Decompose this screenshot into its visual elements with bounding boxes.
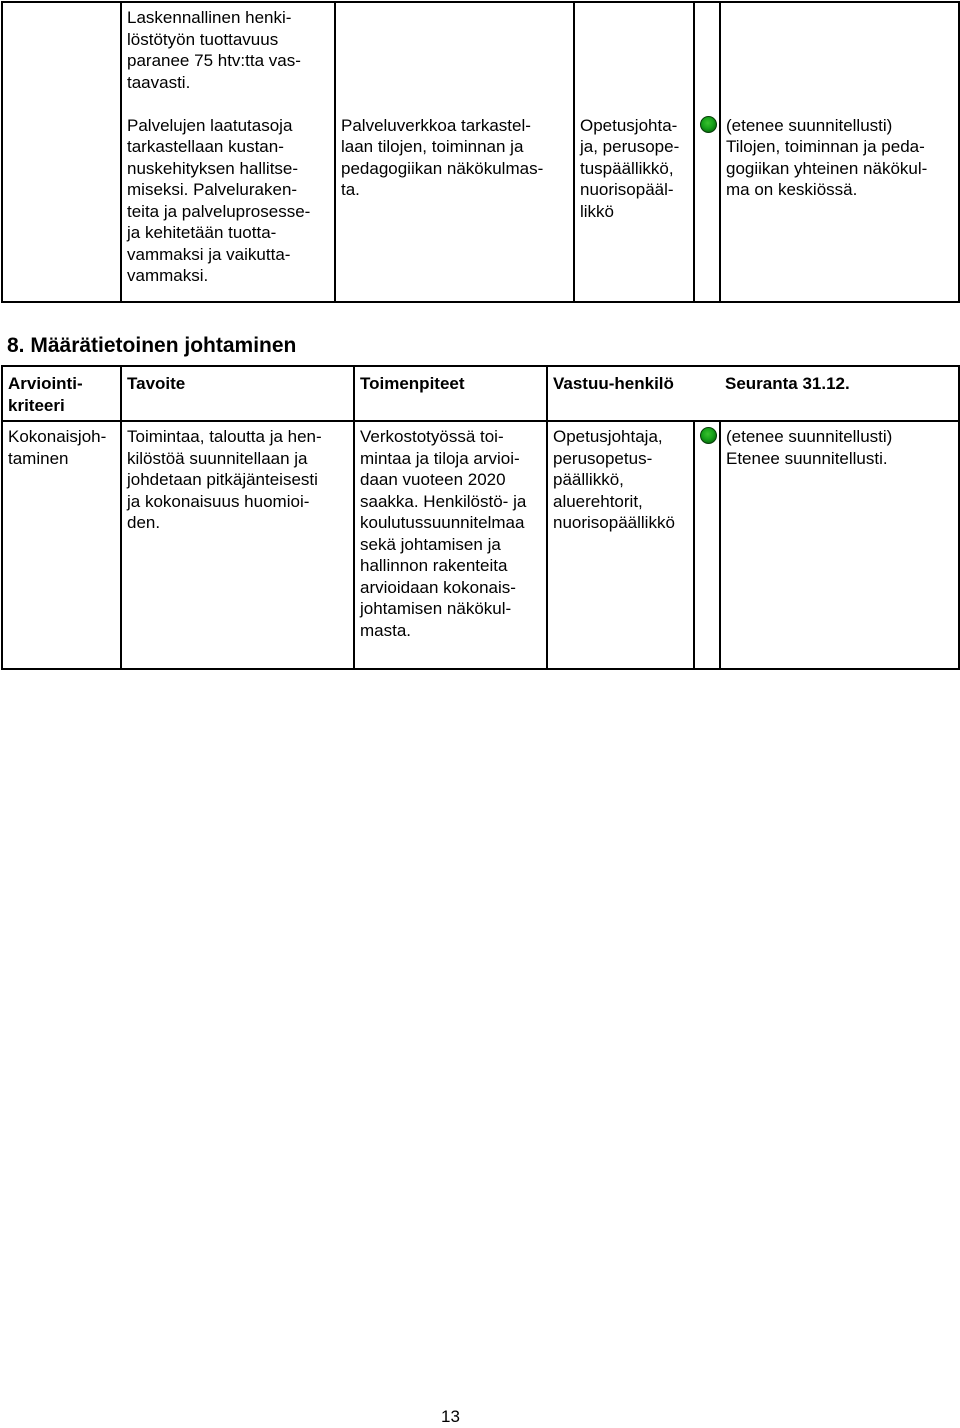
header-arviointi-text (8, 373, 115, 416)
header-seuranta: Seuranta 31.12. (694, 366, 959, 421)
text-line (726, 72, 953, 94)
text-line (580, 93, 688, 115)
text-line: Etenee suunnitellusti. (726, 448, 888, 468)
text-line: teita ja palveluprosesse- (127, 201, 311, 221)
text-line (341, 29, 568, 51)
text-line: ja kehitetään tuotta- (127, 223, 277, 242)
text-line (127, 93, 329, 115)
text-line: masta. (360, 620, 412, 640)
text-line: johdetaan pitkäjänteisesti (127, 470, 318, 489)
text-line (341, 93, 568, 115)
text-line (580, 50, 688, 72)
header-vastuu: Vastuu-henkilö (547, 366, 694, 421)
text-line: arvioidaan kokonais- (360, 577, 516, 597)
seuranta-cell (720, 2, 959, 302)
text-line (580, 29, 688, 51)
text-line: tarkastellaan kustan- (127, 137, 284, 156)
text-line: Opetusjohtaja, (553, 427, 663, 446)
text-line: taminen (8, 448, 69, 468)
text-line: Palvelujen laatutasoja (127, 115, 293, 135)
section-title: 8. Määrätietoinen johtaminen (7, 334, 297, 357)
header-text-line: Arviointi- (8, 374, 83, 393)
top-table (1, 1, 960, 303)
text-line: ma on keskiössä. (726, 180, 858, 199)
toimenpiteet-text (341, 7, 568, 201)
text-line: aluerehtorit, (553, 491, 643, 511)
text-line: koulutussuunnitelmaa (360, 513, 525, 532)
text-line (341, 50, 568, 72)
tavoite-text (127, 7, 329, 287)
status-cell (694, 421, 720, 669)
text-line (726, 29, 953, 51)
text-line: mintaa ja tiloja arvioi- (360, 448, 520, 468)
text-line (726, 93, 953, 115)
arviointi-cell (2, 421, 121, 669)
text-line: Toimintaa, taloutta ja hen- (127, 427, 322, 446)
vastuu-cell (574, 2, 694, 302)
toimenpiteet-cell (335, 2, 574, 302)
seuranta-text (726, 7, 953, 201)
header-arviointi (2, 366, 121, 421)
arviointi-cell (2, 2, 121, 302)
text-line: laan tilojen, toiminnan ja (341, 137, 524, 156)
text-line: nuskehityksen hallitse- (127, 158, 299, 178)
text-line: Opetusjohta- (580, 115, 678, 135)
text-line: päällikkö, (553, 470, 624, 489)
page-number-text: 13 (441, 1407, 460, 1426)
table-row (2, 2, 959, 302)
text-line: Verkostotyössä toi- (360, 427, 504, 446)
vastuu-text (553, 426, 688, 534)
text-line (341, 7, 568, 29)
seuranta-text (726, 426, 953, 469)
header-toimenpiteet: Toimenpiteet (354, 366, 547, 421)
header-text-line: kriteeri (8, 395, 65, 415)
text-line (580, 7, 688, 29)
text-line: Laskennallinen henki- (127, 8, 292, 27)
text-line (580, 72, 688, 94)
arviointi-text (8, 426, 115, 469)
text-line: den. (127, 513, 161, 532)
toimenpiteet-text (360, 426, 541, 641)
text-line: hallinnon rakenteita (360, 556, 508, 575)
seuranta-cell (720, 421, 959, 669)
text-line: saakka. Henkilöstö- ja (360, 491, 527, 511)
text-line: ta. (341, 180, 360, 199)
text-line: perusopetus- (553, 448, 653, 468)
text-line: vammaksi. (127, 266, 209, 285)
text-line: pedagogiikan näkökulmas- (341, 158, 544, 178)
text-line (726, 7, 953, 29)
header-tavoite: Tavoite (121, 366, 354, 421)
table-row (2, 421, 959, 669)
vastuu-text (580, 7, 688, 222)
text-line: Tilojen, toiminnan ja peda- (726, 137, 925, 156)
text-line: nuorisopäällikkö (553, 513, 675, 532)
header-row (2, 366, 959, 421)
text-line: kilöstöä suunnitellaan ja (127, 448, 308, 468)
text-line: taavasti. (127, 72, 191, 92)
text-line: ja kokonaisuus huomioi- (127, 491, 310, 511)
text-line: Palveluverkkoa tarkastel- (341, 115, 531, 135)
vastuu-cell (547, 421, 694, 669)
text-line (341, 72, 568, 94)
text-line: sekä johtamisen ja (360, 534, 501, 554)
bottom-table (1, 365, 960, 670)
text-line: vammaksi ja vaikutta- (127, 244, 291, 264)
text-line: miseksi. Palveluraken- (127, 180, 298, 199)
text-line: paranee 75 htv:tta vas- (127, 51, 301, 70)
toimenpiteet-cell (354, 421, 547, 669)
status-indicator-icon (700, 427, 717, 444)
text-line: gogiikan yhteinen näkökul- (726, 158, 928, 178)
tavoite-cell (121, 2, 335, 302)
text-line: Kokonaisjoh- (8, 427, 107, 446)
text-line: tuspäällikkö, (580, 158, 674, 178)
text-line: (etenee suunnitellusti) (726, 115, 893, 135)
text-line: johtamisen näkökul- (360, 599, 512, 618)
status-cell (694, 2, 720, 302)
text-line: daan vuoteen 2020 (360, 470, 506, 489)
text-line (726, 50, 953, 72)
text-line: löstötyön tuottavuus (127, 29, 279, 49)
tavoite-text (127, 426, 348, 534)
status-indicator-icon (700, 116, 717, 133)
text-line: nuorisopääl- (580, 180, 674, 199)
tavoite-cell (121, 421, 354, 669)
text-line: (etenee suunnitellusti) (726, 427, 893, 446)
text-line: ja, perusope- (580, 137, 680, 156)
text-line: likkö (580, 201, 615, 221)
